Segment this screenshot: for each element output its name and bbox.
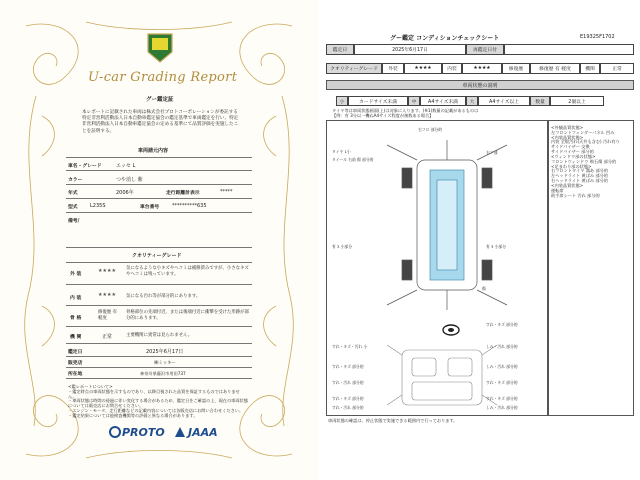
header-engine-value: 正常 [600, 63, 634, 74]
note-line: <足まわり部の状態> [551, 163, 592, 169]
steering-wheel-icon [442, 324, 460, 336]
footer-note: 車両状態の確認は、停止状態で実施できる範囲内で行っております。 [328, 418, 458, 423]
year-value: 2006年 [116, 190, 134, 196]
intro-text: 本レポートに記載された車両は株式会社プロトコーポレーションが委託する特定非営利活動法人日本自動車鑑定協会の鑑定基準で車両鑑定を行い、特定非営利活動法人日本自動車鑑定協会の定める基準にて品質評価を実施したことを証明する。 [82, 110, 239, 134]
grade-interior-label: 内 装 [70, 296, 82, 301]
header-repair-value: 修復歴 有 軽度 [530, 63, 580, 74]
header-int-label: 内装 [442, 63, 462, 74]
chassis-label: 車台番号 [140, 205, 160, 210]
grade-exterior-stars: ★★★★ [98, 268, 116, 274]
jaaa-logo-icon [174, 426, 186, 438]
legend-small-desc: カードサイズ未満 [348, 96, 408, 106]
damage-callout: すれ・キズ・汚れ 小 [332, 344, 368, 349]
jaaa-logo: JAAA [188, 426, 218, 439]
damage-callout: タイール 右前 傷 部分的 [332, 157, 374, 162]
note-line: サイドバイザー 部分的 [551, 149, 594, 155]
legend-count-desc: 2個以上 [550, 96, 604, 106]
legend-large-label: 大 [466, 96, 478, 106]
quality-title: クオリティーグレード [132, 253, 182, 259]
footnote: ・車両状態は時間の経過に伴い変化する場合があるため、鑑定日をご確認の上、現在の車両状態については販売店にお問合せください。 [68, 398, 248, 409]
damage-callout: すれ・キズ 部分的 [332, 396, 364, 401]
damage-callout: 右フ部 [486, 150, 498, 155]
proto-logo-icon [108, 426, 122, 438]
footnote: ・鑑定結果については他検査機関等の評価と異なる場合があります。 [68, 412, 198, 418]
divider [66, 170, 252, 171]
divider [66, 343, 252, 344]
address-label: 所在地 [68, 372, 83, 377]
damage-callout: しみ・汚れ 部分的 [486, 405, 518, 410]
legend-mid-desc: A4サイズ未満 [420, 96, 466, 106]
damage-callout: 有 3 小部分 [486, 244, 507, 249]
color-label: カラー [68, 178, 83, 183]
note-line: 助手席シート 汚れ 部分的 [551, 192, 600, 198]
shop-value: ㈱ミッキー [154, 361, 176, 366]
date-value: 2025年6月17日 [146, 349, 184, 355]
footnote: ・エンジン・モータ、走行距離などの記載内容については各販売店にお問い合わせください。 [68, 408, 244, 414]
grade-engine-desc: 主要機関に異常は見られません。 [126, 333, 193, 338]
report-subtitle: グー鑑定証 [146, 97, 174, 103]
date-label: 鑑定日 [68, 350, 83, 355]
grade-frame-value: 修復歴 有 軽度 [98, 310, 117, 321]
mileage-label: 走行距離計表示 [166, 191, 200, 196]
footnotes [68, 385, 248, 419]
divider [66, 356, 252, 357]
divider [66, 284, 252, 285]
note-line: 左ヘッドライト 黄ばみ 部分的 [551, 173, 608, 179]
note-label: 備考/ [68, 219, 80, 224]
note-line: 右フロントタイヤ 溝あ 部分的 [551, 168, 609, 174]
doc-title: グー鑑定 コンディションチェックシート [390, 35, 500, 42]
goo-badge-icon [146, 30, 174, 64]
header-repair-label: 修復歴 [502, 63, 530, 74]
damage-callout: 右フロ 部分的 [418, 127, 442, 132]
legend-small-label: 小 [336, 96, 348, 106]
note-line: 左フロントフェンダーパネル 凹み [551, 129, 615, 135]
section-title: 車両請元内容 [138, 148, 169, 154]
legend-large-desc: A4サイズ以上 [478, 96, 530, 106]
divider [66, 184, 252, 185]
divider [66, 247, 252, 248]
damage-callout: すれ・キズ 部分的 [486, 322, 518, 327]
damage-callout: すれ・汚れ 部分的 [332, 380, 364, 385]
header-quality-label: クオリティーグレード [326, 63, 382, 74]
instruction-line: タイヤ等は車両状態画面(上)は対象に入ります。(※1)数量の記載があるものは [332, 108, 479, 113]
divider [66, 262, 252, 263]
divider [66, 212, 252, 213]
damage-callout: しみ・汚れ 部分的 [486, 344, 518, 349]
color-value: つや消し 紫 [116, 177, 143, 183]
grade-frame-label: 骨 格 [70, 316, 82, 321]
note-line: サイドバイザー 交換 [551, 144, 590, 150]
header-cert-label: 再鑑定日付 [466, 44, 504, 55]
shop-label: 販売店 [68, 361, 83, 366]
grade-interior-stars: ★★★★ [98, 292, 116, 298]
grade-exterior-label: 外 装 [70, 272, 82, 277]
damage-callout: すれ・キズ 部分的 [486, 380, 518, 385]
address-value: 神奈川県藤沢市用田737 [140, 371, 186, 376]
note-line: <ウィンドウ部の状態> [551, 153, 596, 159]
grade-engine-value: 正常 [102, 334, 113, 340]
grade-exterior-desc: 気になるような小キズやヘコミは補修済みですが、小さなキズやヘコミは残っています。 [126, 266, 249, 277]
mileage-value: ***** [220, 189, 233, 195]
header-int-stars: ★★★★ [462, 63, 502, 74]
header-date-label: 鑑定日 [326, 44, 354, 55]
legend-mid-label: 中 [408, 96, 420, 106]
damage-callout: 傷 [482, 286, 486, 291]
doc-id: E19325F1702 [580, 34, 615, 40]
report-title: U-car Grading Report [88, 70, 238, 85]
grade-frame-desc: 骨格部位の先端付近、または後端付近に衝撃を受けた形跡が部分的にあります。 [126, 310, 249, 321]
note-line: フロントウィンドウ 飛石傷 部分的 [551, 158, 617, 164]
legend-count-label: 数量 [530, 96, 550, 106]
condition-check-sheet [322, 0, 640, 480]
footnote: <鑑レポートについて> [68, 384, 113, 389]
car-top-view-icon [382, 140, 512, 310]
divider [66, 367, 252, 368]
note-line: <内装品質状態> [551, 182, 584, 188]
interior-seats-icon [382, 340, 502, 410]
section-title: 車両状態の説明 [326, 80, 634, 90]
note-line: 内装 全般汚れ(天井も含む) 汚れ有り [551, 139, 620, 145]
header-ext-stars: ★★★★ [404, 63, 442, 74]
grade-interior-desc: 気になる汚れ等が部分的にあります。 [126, 294, 201, 299]
header-date-value: 2025年6月17日 [354, 44, 466, 55]
model-label: 型式 [68, 205, 78, 210]
damage-callout: すれ・汚れ 部分的 [332, 405, 364, 410]
divider [66, 305, 252, 306]
header-engine-label: 機関 [580, 63, 600, 74]
vehicle-name-value: エッセ L [116, 163, 136, 169]
grading-report-certificate [0, 0, 318, 480]
divider [66, 378, 252, 379]
proto-logo: PROTO [122, 426, 165, 439]
note-line: <内装品質状態> [551, 134, 584, 140]
damage-callout: 有 3 小部分 [332, 244, 353, 249]
damage-callout: すれ・キズ 部分的 [486, 396, 518, 401]
divider [66, 157, 252, 158]
grade-engine-label: 機 関 [70, 335, 82, 340]
damage-callout: しみ・汚れ 部分的 [486, 364, 518, 369]
note-line: 右ヘッドライト 黄ばみ 部分的 [551, 178, 608, 184]
damage-callout: タイヤ 1小 [332, 149, 351, 154]
footnote: ・鑑定時点の車両状態を示すものであり、以降目視された品質を保証するものではありません。 [68, 388, 240, 399]
condition-notes [551, 126, 633, 198]
model-value: L235S [90, 203, 106, 209]
damage-callout: すれ・キズ 部分的 [332, 364, 364, 369]
header-ext-label: 外装 [382, 63, 404, 74]
divider [66, 198, 252, 199]
vehicle-name-label: 車名・グレード [68, 164, 102, 169]
header-cert-value [504, 44, 634, 55]
year-label: 年式 [68, 191, 78, 196]
divider [66, 326, 252, 327]
instruction-line: 【例：有 3分以一機ねA4サイズ程度が複数ある場合】 [332, 113, 434, 118]
chassis-value: **********635 [172, 203, 207, 209]
note-line: <外観品質状態> [551, 125, 584, 130]
note-line: 運転席 [551, 187, 564, 193]
